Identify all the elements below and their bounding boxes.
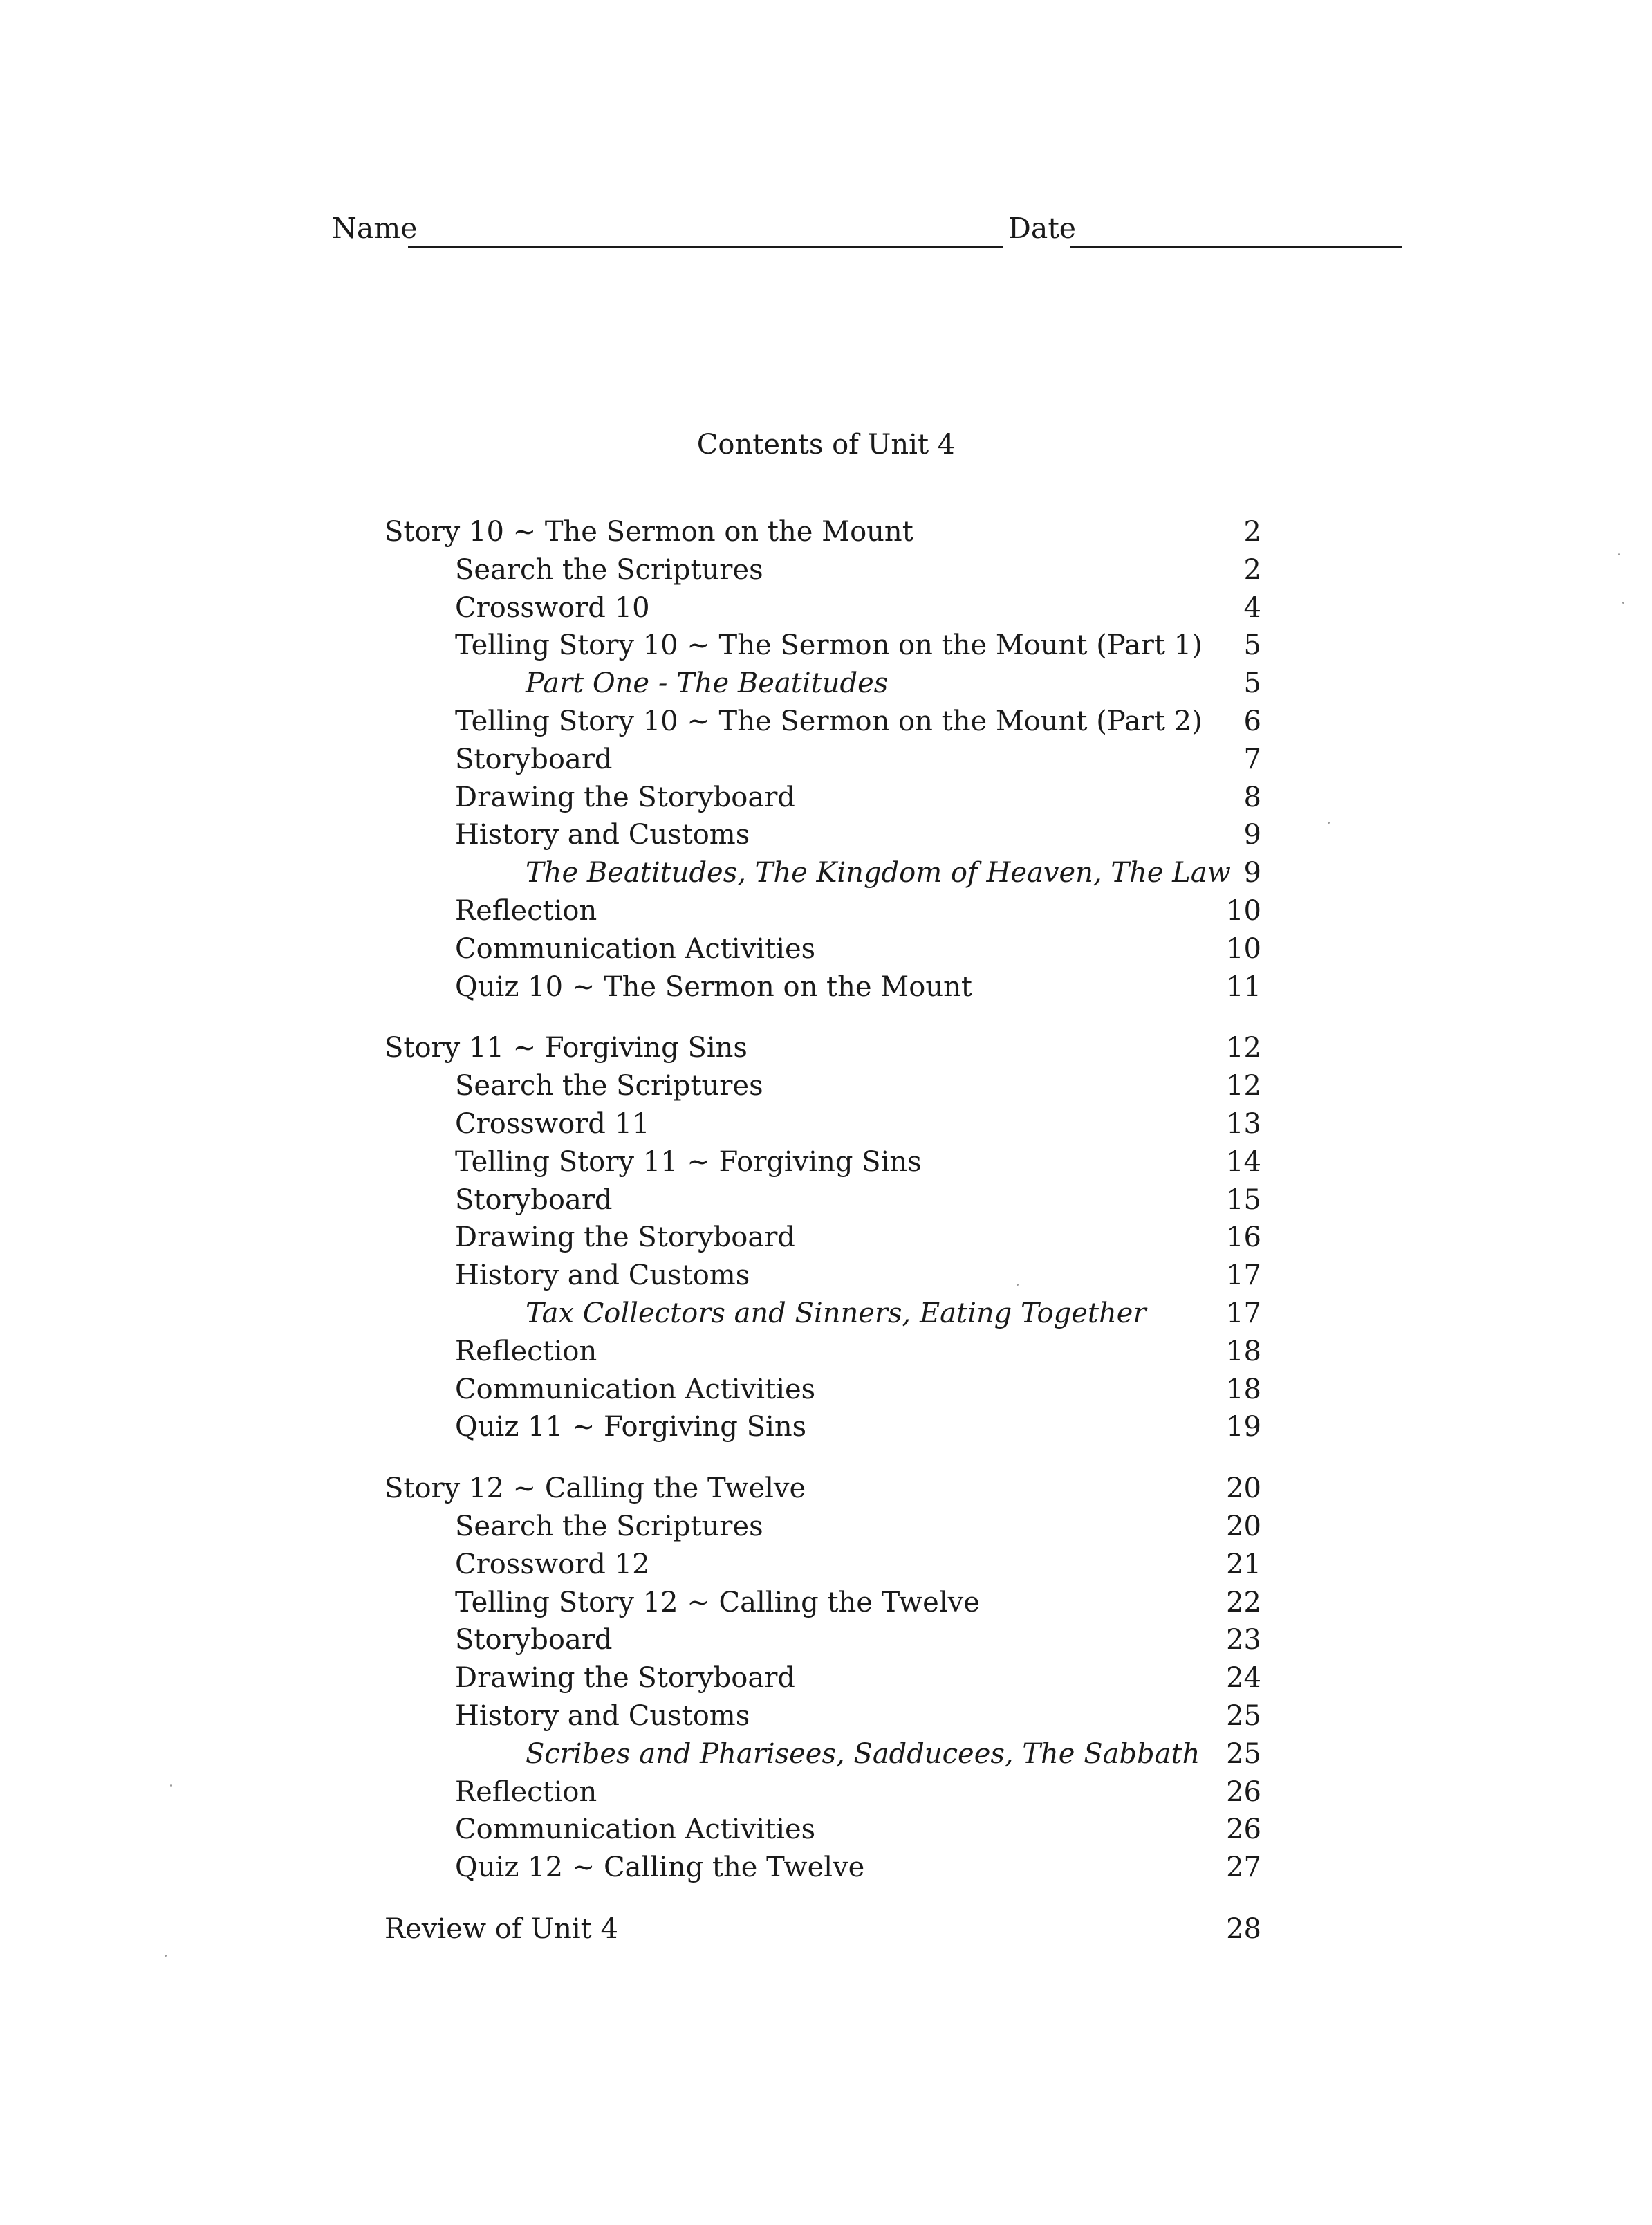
toc-page-number: 17 — [1226, 1259, 1261, 1292]
toc-page-number: 8 — [1243, 781, 1261, 813]
toc-entry-label: Telling Story 12 ~ Calling the Twelve — [455, 1586, 980, 1618]
toc-subentry — [384, 854, 1261, 892]
toc-page-number: 24 — [1226, 1662, 1261, 1695]
toc-page-number: 16 — [1226, 1221, 1261, 1254]
toc-page-number: 9 — [1243, 857, 1261, 889]
toc-heading-entry — [384, 1470, 1261, 1508]
toc-entry — [384, 1143, 1261, 1181]
scan-speck — [170, 1784, 172, 1787]
toc-entry-label: Quiz 11 ~ Forgiving Sins — [455, 1411, 807, 1443]
toc-section — [384, 1470, 1261, 1887]
toc-entry-label: Telling Story 10 ~ The Sermon on the Mount (Part 1) — [455, 629, 1203, 662]
toc-entry — [384, 816, 1261, 854]
toc-entry — [384, 1408, 1261, 1446]
toc-entry-label: Part One - The Beatitudes — [526, 667, 889, 700]
toc-page-number: 20 — [1226, 1472, 1261, 1505]
scan-speck — [1618, 553, 1620, 555]
toc-page-number: 20 — [1226, 1510, 1261, 1542]
toc-entry-label: Reflection — [455, 894, 597, 927]
toc-entry — [384, 1067, 1261, 1105]
toc-page-number: 18 — [1226, 1373, 1261, 1405]
toc-entry — [384, 1508, 1261, 1546]
toc-entry — [384, 1773, 1261, 1811]
toc-entry — [384, 627, 1261, 665]
toc-page-number: 28 — [1226, 1912, 1261, 1945]
toc-entry — [384, 1219, 1261, 1257]
toc-page-number: 12 — [1226, 1070, 1261, 1102]
toc-entry — [384, 1181, 1261, 1219]
toc-entry-label: Drawing the Storyboard — [455, 1221, 795, 1254]
scan-speck — [1622, 602, 1624, 604]
toc-page-number: 25 — [1226, 1699, 1261, 1732]
toc-entry — [384, 703, 1261, 741]
toc-entry — [384, 741, 1261, 779]
toc-page-number: 17 — [1226, 1297, 1261, 1329]
toc-page-number: 5 — [1243, 629, 1261, 662]
toc-entry-label: Scribes and Pharisees, Sadducees, The Sabbath — [526, 1737, 1200, 1770]
toc-entry — [384, 1584, 1261, 1622]
toc-entry-label: History and Customs — [455, 1259, 750, 1292]
toc-subentry — [384, 1735, 1261, 1773]
toc-page-number: 2 — [1243, 553, 1261, 586]
toc-entry-label: Storyboard — [455, 743, 613, 775]
toc-entry — [384, 1849, 1261, 1887]
toc-entry-label: Search the Scriptures — [455, 553, 763, 586]
toc-page-number: 19 — [1226, 1411, 1261, 1443]
toc-entry-label: Storyboard — [455, 1624, 613, 1656]
toc-entry-label: Quiz 12 ~ Calling the Twelve — [455, 1852, 865, 1884]
toc-section — [384, 1029, 1261, 1446]
toc-entry-label: Reflection — [455, 1775, 597, 1808]
toc-page-number: 18 — [1226, 1335, 1261, 1367]
toc-entry — [384, 551, 1261, 589]
toc-entry-label: Review of Unit 4 — [384, 1912, 618, 1945]
page-title: Contents of Unit 4 — [696, 429, 956, 461]
toc-heading-entry — [384, 1029, 1261, 1067]
toc-entry-label: Search the Scriptures — [455, 1510, 763, 1542]
toc-entry-label: Communication Activities — [455, 932, 816, 965]
toc-entry — [384, 1621, 1261, 1659]
toc-subentry — [384, 665, 1261, 703]
toc-entry-label: Search the Scriptures — [455, 1070, 763, 1102]
toc-entry — [384, 779, 1261, 817]
scan-speck — [1017, 1284, 1019, 1286]
name-blank-line — [408, 246, 1003, 248]
toc-page-number: 11 — [1226, 970, 1261, 1003]
toc-page-number: 15 — [1226, 1183, 1261, 1216]
toc-entry — [384, 968, 1261, 1006]
toc-page-number: 7 — [1243, 743, 1261, 775]
toc-entry-label: Storyboard — [455, 1183, 613, 1216]
toc-entry — [384, 892, 1261, 930]
toc-entry — [384, 1811, 1261, 1849]
toc-entry-label: The Beatitudes, The Kingdom of Heaven, The Law — [526, 857, 1231, 889]
toc-page-number: 25 — [1226, 1737, 1261, 1770]
toc-entry-label: Story 11 ~ Forgiving Sins — [384, 1032, 748, 1064]
date-label: Date — [1008, 212, 1077, 245]
toc-page-number: 23 — [1226, 1624, 1261, 1656]
toc-entry-label: Drawing the Storyboard — [455, 781, 795, 813]
date-blank-line — [1070, 246, 1402, 248]
toc-page-number: 5 — [1243, 667, 1261, 700]
toc-heading-entry — [384, 513, 1261, 551]
toc-review-entry — [384, 1910, 1261, 1948]
toc-page-number: 10 — [1226, 932, 1261, 965]
toc-page-number: 2 — [1243, 516, 1261, 548]
toc-entry — [384, 1105, 1261, 1143]
toc-entry-label: Drawing the Storyboard — [455, 1662, 795, 1695]
toc-entry-label: Reflection — [455, 1335, 597, 1367]
toc-entry-label: Story 12 ~ Calling the Twelve — [384, 1472, 806, 1505]
scan-speck — [1328, 822, 1330, 824]
toc-entry — [384, 1546, 1261, 1584]
toc-entry-label: Quiz 10 ~ The Sermon on the Mount — [455, 970, 972, 1003]
toc-page-number: 4 — [1243, 591, 1261, 624]
toc-entry — [384, 1333, 1261, 1371]
toc-entry-label: Crossword 11 — [455, 1107, 650, 1140]
toc-page-number: 22 — [1226, 1586, 1261, 1618]
toc-page-number: 27 — [1226, 1852, 1261, 1884]
toc-entry-label: History and Customs — [455, 1699, 750, 1732]
toc-entry — [384, 1371, 1261, 1409]
toc-page-number: 26 — [1226, 1775, 1261, 1808]
toc-entry-label: Crossword 12 — [455, 1548, 650, 1580]
toc-entry — [384, 1659, 1261, 1697]
toc-entry — [384, 1697, 1261, 1735]
name-label: Name — [332, 212, 418, 245]
toc-page-number: 26 — [1226, 1813, 1261, 1846]
toc-entry-label: Communication Activities — [455, 1373, 816, 1405]
scan-speck — [165, 1955, 167, 1957]
toc-subentry — [384, 1295, 1261, 1333]
toc-entry-label: History and Customs — [455, 819, 750, 851]
toc-entry-label: Crossword 10 — [455, 591, 650, 624]
toc-page-number: 21 — [1226, 1548, 1261, 1580]
toc-page-number: 14 — [1226, 1145, 1261, 1178]
toc-entry — [384, 930, 1261, 968]
table-of-contents — [384, 513, 1261, 1948]
toc-entry — [384, 589, 1261, 627]
toc-entry-label: Tax Collectors and Sinners, Eating Together — [526, 1297, 1147, 1329]
toc-entry-label: Communication Activities — [455, 1813, 816, 1846]
toc-page-number: 10 — [1226, 894, 1261, 927]
toc-page-number: 13 — [1226, 1107, 1261, 1140]
toc-page-number: 6 — [1243, 705, 1261, 737]
toc-section — [384, 513, 1261, 1006]
toc-entry-label: Story 10 ~ The Sermon on the Mount — [384, 516, 913, 548]
toc-entry-label: Telling Story 11 ~ Forgiving Sins — [455, 1145, 922, 1178]
name-date-header — [332, 212, 1404, 253]
toc-entry-label: Telling Story 10 ~ The Sermon on the Mount (Part 2) — [455, 705, 1203, 737]
toc-page-number: 9 — [1243, 819, 1261, 851]
toc-page-number: 12 — [1226, 1032, 1261, 1064]
toc-entry — [384, 1257, 1261, 1295]
